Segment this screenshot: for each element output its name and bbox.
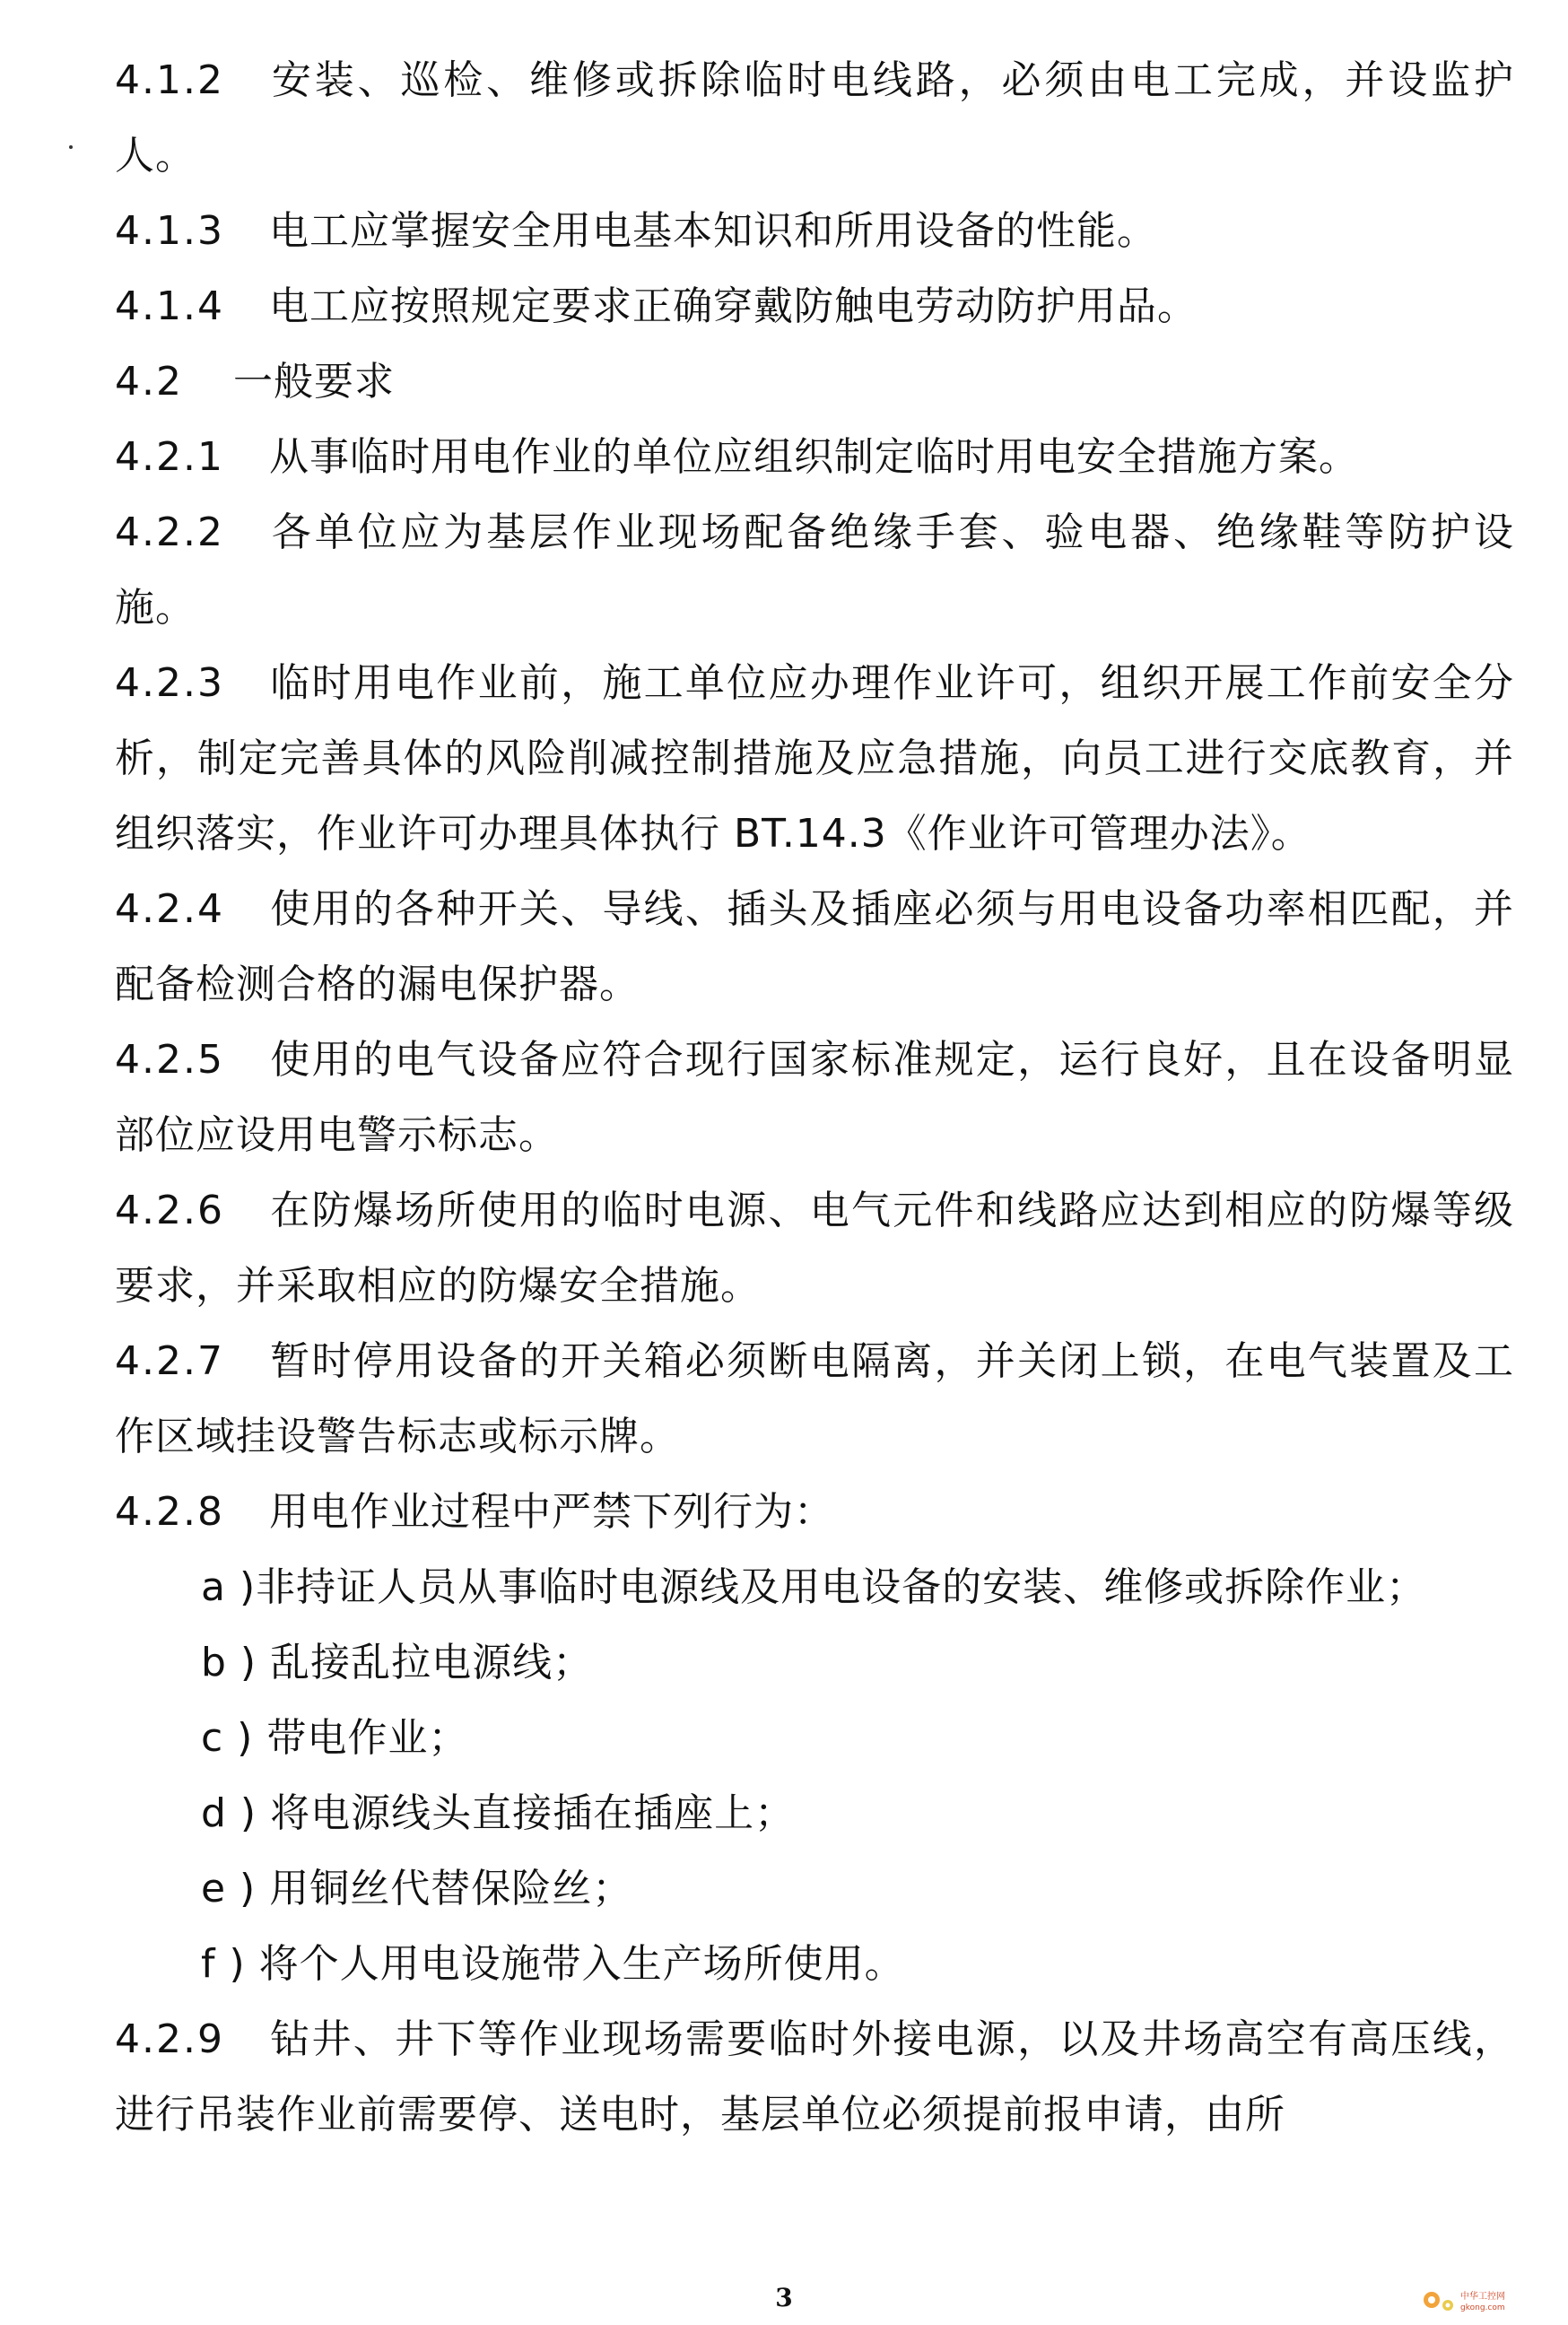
section-number: 4.2.2 [115,509,224,555]
paragraph-4-2-5 [115,1023,1514,1173]
section-number: 4.2.7 [115,1338,224,1384]
document-body [115,43,1514,2153]
paragraph-4-2-2 [115,495,1514,646]
paragraph-4-2-7 [115,1324,1514,1475]
section-number: 4.2.5 [115,1037,224,1083]
paragraph-4-2-9 [115,2002,1514,2153]
paragraph-4-2-6 [115,1173,1514,1324]
paragraph-text: 在防爆场所使用的临时电源、电气元件和线路应达到相应的防爆等级要求，并采取相应的防爆安全措施。 [115,1188,1514,1309]
list-item: b ) 乱接乱拉电源线； [201,1640,594,1685]
paragraph-text: 暂时停用设备的开关箱必须断电隔离，并关闭上锁，在电气装置及工作区域挂设警告标志或标示牌。 [115,1338,1514,1459]
list-item: e ) 用铜丝代替保险丝； [201,1866,633,1911]
section-number: 4.2.3 [115,660,224,706]
section-heading-text: 一般要求 [233,359,395,405]
list-item: f ) 将个人用电设施带入生产场所使用。 [201,1941,905,1987]
svg-text:gkong.com: gkong.com [1460,2303,1505,2312]
section-number: 4.1.2 [115,57,224,103]
paragraph-text: 使用的各种开关、导线、插头及插座必须与用电设备功率相匹配，并配备检测合格的漏电保护器。 [115,886,1514,1007]
section-number: 4.1.4 [115,283,224,329]
paragraph-text: 临时用电作业前，施工单位应办理作业许可，组织开展工作前安全分析，制定完善具体的风险削减控制措施及应急措施，向员工进行交底教育，并组织落实，作业许可办理具体执行 BT.14.3《作业许可管理办法》。 [115,660,1514,857]
section-number: 4.2 [115,359,183,405]
section-number: 4.2.4 [115,886,224,932]
paragraph-text: 钻井、井下等作业现场需要临时外接电源，以及井场高空有高压线，进行吊装作业前需要停、送电时，基层单位必须提前报申请，由所 [115,2016,1514,2138]
paragraph-text: 用电作业过程中严禁下列行为： [269,1489,834,1535]
paragraph-text: 各单位应为基层作业现场配备绝缘手套、验电器、绝缘鞋等防护设施。 [115,509,1514,631]
paragraph-4-2-3 [115,646,1514,872]
section-heading-4-2 [115,344,1514,420]
section-number: 4.2.6 [115,1188,224,1233]
svg-text:中华工控网: 中华工控网 [1460,2292,1505,2302]
scan-dot [69,145,73,149]
section-number: 4.2.1 [115,434,224,480]
section-number: 4.2.8 [115,1489,224,1535]
paragraph-text: 从事临时用电作业的单位应组织制定临时用电安全措施方案。 [269,434,1359,480]
paragraph-4-2-4 [115,872,1514,1023]
section-number: 4.1.3 [115,208,224,254]
watermark-logo [1417,2282,1552,2318]
paragraph-4-2-8 [115,1475,1514,1550]
paragraph-4-1-2 [115,43,1514,194]
paragraph-text: 电工应掌握安全用电基本知识和所用设备的性能。 [269,208,1157,254]
page-number: 3 [775,2283,793,2312]
list-item: a )非持证人员从事临时电源线及用电设备的安装、维修或拆除作业； [201,1564,1427,1610]
prohibited-behaviors-list [115,1550,1514,2002]
gear-icon [1424,2292,1453,2311]
list-item: c ) 带电作业； [201,1715,469,1761]
paragraph-4-1-3 [115,194,1514,269]
paragraph-4-2-1 [115,420,1514,495]
paragraph-text: 使用的电气设备应符合现行国家标准规定，运行良好，且在设备明显部位应设用电警示标志。 [115,1037,1514,1158]
paragraph-4-1-4 [115,269,1514,344]
section-number: 4.2.9 [115,2016,224,2062]
paragraph-text: 电工应按照规定要求正确穿戴防触电劳动防护用品。 [269,283,1198,329]
paragraph-text: 安装、巡检、维修或拆除临时电线路，必须由电工完成，并设监护人。 [115,57,1514,179]
list-item: d ) 将电源线头直接插在插座上； [201,1790,796,1836]
